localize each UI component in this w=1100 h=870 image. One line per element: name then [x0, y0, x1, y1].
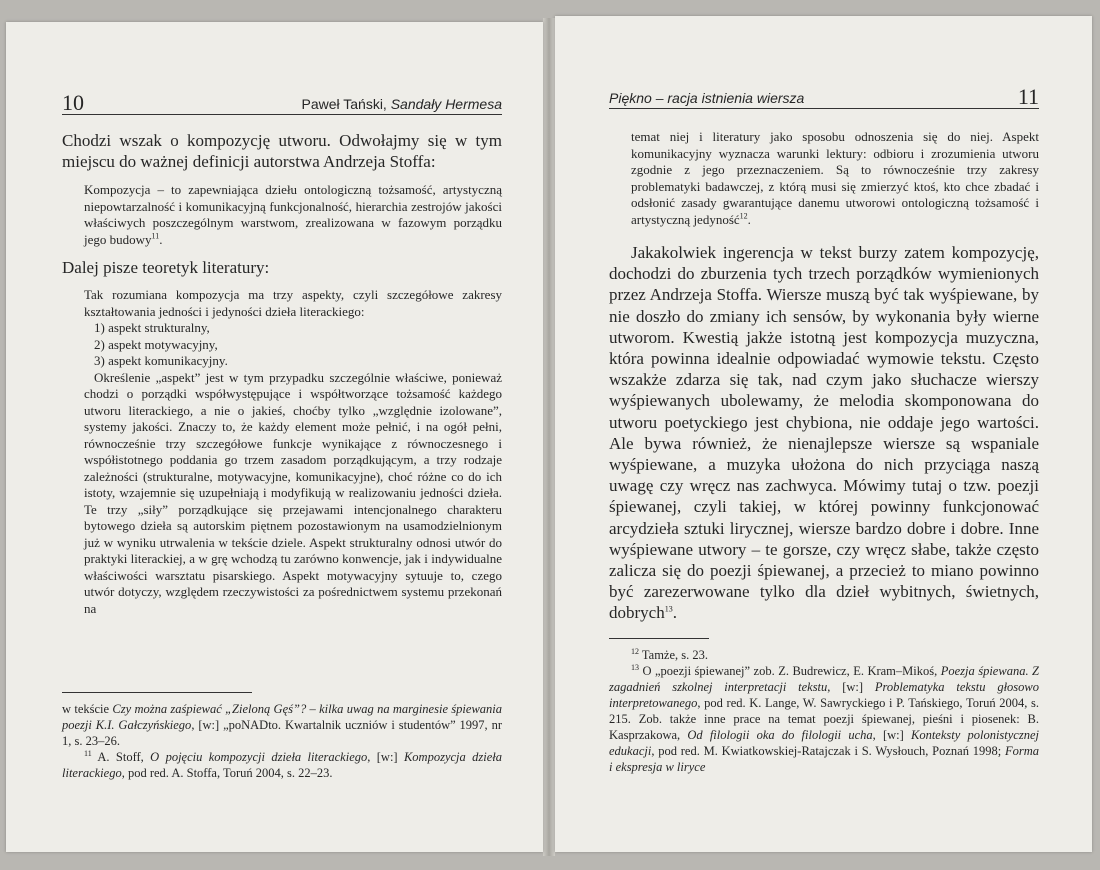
paragraph: Chodzi wszak o kompozycję utworu. Odwołajmy się w tym miejscu do ważnej definicji autorstwa Andrzeja Stoffa: [62, 131, 502, 171]
footnote-text: w tekście [62, 702, 113, 716]
paragraph-text: Jakakolwiek ingerencja w tekst burzy zatem kompozycję, dochodzi do zburzenia tych trzech porządków wymienionych przez Andrzeja Stoffa. Wiersze muszą być tak wyśpiewane, by nie doszło do zmiany ich sensów, by wykonania były wierne utworom. Kwestią jakże istotną jest kompozycja muzyczna, która powinna idealnie odpowiadać wymowie tekstu. Często wszakże zdarza się tak, nad czym jako słuchacze wierszy wyśpiewanych ubolewamy, że melodia skomponowana do utworu poetyckiego jest chybiona, nie oddaje jego wartości. Ale bywa również, że nienajlepsze wiersze są wspaniale wyśpiewane, a muzyka ułożona do nich przyciąga naszą uwagę czy wręcz nas zachwyca. Mówimy tutaj o tzw. poezji śpiewanej, czyli takiej, w której powinny funkcjonować arcydzieła sztuki lirycznej, wiersze bardzo dobre i dobre. Inne wyśpiewane utwory – te gorsze, czy wręcz słabe, także często zalicza się do poezji śpiewanej, a przecież to miano powinno być zarezerwowane tylko dla dzieł wybitnych, świetnych, dobrych [609, 243, 1039, 623]
footnote-title: Forma i ekspresja w liryce [609, 744, 1039, 774]
footnote-number: 11 [84, 748, 92, 758]
footnote-title: Od filologii oka do filologii ucha [687, 728, 873, 742]
quote-body: Określenie „aspekt” jest w tym przypadku szczególnie właściwe, ponieważ chodzi o porządki współwystępujące i współtworzące tożsamość każdego utworu literackiego, a nie o jakieś, choćby tylko „względnie izolowane”, systemy jakości. Znaczy to, że każdy element może pełnić, i na ogół pełni, równocześnie trzy szczegółowe funkcje wynikające z równoczesnego i współistotnego poddania go trzem zasadom porządkującym, a trzy rodzaje zależności (strukturalne, motywacyjne, komunikacyjne), choć różne co do ich istoty, wzajemnie się uzupełniają i modyfikują w realizowaniu jedności dzieła. Te trzy „siły” porządkujące się przejawami intencjonalnego charakteru bytowego dzieła są autorskim piętnem pozostawionym na usamodzielnionym już w wyniku utrwalenia w tekście dziele. Aspekt strukturalny odnosi utwór do praktyki literackiej, a w grę wchodzą tu zarówno konwencje, jak i indywidualne właściwości warsztatu pisarskiego. Aspekt motywacyjny sytuuje to, czego utwór dotyczy, względem rzeczywistości za pośrednictwem systemu przekonań na [84, 369, 502, 616]
footnote-text: , [w:] [367, 750, 404, 764]
running-head [301, 96, 502, 112]
footnote-ref: 11 [151, 231, 160, 241]
footnote-text: , pod red. K. Lange, W. Sawryckiego i P. Tańskiego, Toruń 2004, s. 215. Zob. także inne prace na temat poezji śpiewanej, pieśni i piosenek: B. Kasprzakowa, [609, 696, 1039, 742]
footnote-number: 13 [631, 662, 639, 672]
footnote-text: A. Stoff, [91, 750, 151, 764]
footnote-rule [62, 692, 252, 693]
footnote-12 [609, 647, 1039, 663]
footnote-title: O pojęciu kompozycji dzieła literackiego [150, 750, 368, 764]
footnote-13 [609, 663, 1039, 775]
aspect-list-item: 3) aspekt komunikacyjny. [94, 353, 228, 368]
footnote-ref: 12 [739, 211, 748, 221]
footnote-text: , pod red. A. Stoffa, Toruń 2004, s. 22–23. [121, 766, 333, 780]
block-quote-continued: temat niej i literatury jako sposobu odnoszenia się do niej. Aspekt komunikacyjny wyznacza warunki lektury: odbioru i zrozumienia utworu zgodnie z jego przeznaczeniem. Są to równocześnie trzy zakresy problematyki badawczej, z którą musi się zmierzyć ktoś, kto chce zbadać i odsłonić zasady gwarantujące danemu utworowi ontologiczną tożsamość i artystyczną jedyność$^{12}$. [631, 129, 1039, 227]
footnote-title: Poezja śpiewana. Z zagadnień szkolnej interpretacji tekstu [609, 664, 1039, 694]
quote-intro: Tak rozumiana kompozycja ma trzy aspekty, czyli szczegółowe zakresy kształtowania jedności i jedyności dzieła literackiego: [84, 287, 502, 319]
footnote-text: , [w:] [827, 680, 875, 694]
footnote-11 [62, 749, 502, 781]
block-quote [62, 287, 502, 617]
aspect-list-item: 1) aspekt strukturalny, [94, 320, 210, 335]
footnote-title: Czy można zaśpiewać „Zieloną Gęś”? – kilka uwag na marginesie śpiewania poezji K.I. Gałczyńskiego [62, 702, 503, 732]
aspect-list-item: 2) aspekt motywacyjny, [94, 336, 218, 352]
book-gutter [543, 18, 555, 856]
right-footnotes [609, 638, 1039, 775]
paragraph: Dalej pisze teoretyk literatury: [62, 258, 270, 277]
left-page-body [62, 130, 502, 617]
running-head: Piękno – racja istnienia wiersza [609, 90, 805, 106]
right-page-header [609, 86, 1039, 109]
running-head-title: Sandały Hermesa [390, 96, 502, 112]
footnote-text: Tamże, s. 23. [639, 648, 709, 662]
page-number: 11 [1017, 84, 1039, 109]
footnote-rule [609, 638, 709, 639]
left-page [6, 22, 543, 852]
footnote-number: 12 [631, 646, 639, 656]
left-footnotes [62, 692, 502, 781]
paragraph: Jakakolwiek ingerencja w tekst burzy zatem kompozycję, dochodzi do zburzenia tych trzech porządków wymienionych przez Andrzeja Stoffa. Wiersze muszą być tak wyśpiewane, by nie doszło do zmiany ich sensów, by wykonania były wierne utworom. Kwestią jakże istotną jest kompozycja muzyczna, która powinna idealnie odpowiadać wymowie tekstu. Często wszakże zdarza się tak, nad czym jako słuchacze wierszy wyśpiewanych ubolewamy, że melodia skomponowana do utworu poetyckiego jest chybiona, nie oddaje jego wartości. Ale bywa również, że nienajlepsze wiersze są wspaniale wyśpiewane, a muzyka ułożona do nich przyciąga naszą uwagę czy wręcz nas zachwyca. Mówimy tutaj o tzw. poezji śpiewanej, czyli takiej, w której powinny funkcjonować arcydzieła sztuki lirycznej, wiersze bardzo dobre i dobre. Inne wyśpiewane utwory – te gorsze, czy wręcz słabe, także często zalicza się do poezji śpiewanej, a przecież to miano powinno być zarezerwowane tylko dla dzieł wybitnych, świetnych, dobrych$^{13}$. [609, 243, 1039, 623]
footnote-text: O „poezji śpiewanej” zob. Z. Budrewicz, E. Kram–Mikoś, [639, 664, 941, 678]
footnote-title: Kompozycja dzieła literackiego [62, 750, 502, 780]
quote-text: Kompozycja – to zapewniająca dziełu ontologiczną tożsamość, artystyczną niepowtarzalność i komunikacyjną funkcjonalność, hierarchia zestrojów jakości właściwych poszczególnym warstwom, zrealizowana w fazowym porządku jego budowy [84, 182, 502, 247]
right-page-body [609, 129, 1039, 624]
footnote-continued [62, 701, 502, 749]
footnote-title: Konteksty polonistycznej edukacji [609, 728, 1039, 758]
footnote-text: , pod red. M. Kwiatkowskiej-Ratajczak i S. Wysłouch, Poznań 1998; [651, 744, 1005, 758]
page-number: 10 [62, 90, 84, 115]
footnote-text: , [w:] „poNADto. Kwartalnik uczniów i studentów” 1997, nr 1, s. 23–26. [62, 718, 502, 748]
right-page [555, 16, 1092, 852]
footnote-title: Problematyka tekstu głosowo interpretowanego [609, 680, 1039, 710]
block-quote: Kompozycja – to zapewniająca dziełu ontologiczną tożsamość, artystyczną niepowtarzalność i komunikacyjną funkcjonalność, hierarchia zestrojów jakości właściwych poszczególnym warstwom, zrealizowana w fazowym porządku jego budowy$^{11}$. [84, 182, 502, 247]
quote-text: temat niej i literatury jako sposobu odnoszenia się do niej. Aspekt komunikacyjny wyznacza warunki lektury: odbioru i zrozumienia utworu zgodnie z jego przeznaczeniem. Są to równocześnie trzy zakresy problematyki badawczej, z którą musi się zmierzyć ktoś, kto chce zbadać i odsłonić zasady gwarantujące danemu utworowi ontologiczną tożsamość i artystyczną jedyność [631, 129, 1039, 227]
running-head-author: Paweł Tański, [301, 96, 391, 112]
footnote-text: , [w:] [872, 728, 911, 742]
footnote-ref: 13 [664, 604, 673, 614]
left-page-header [62, 92, 502, 115]
